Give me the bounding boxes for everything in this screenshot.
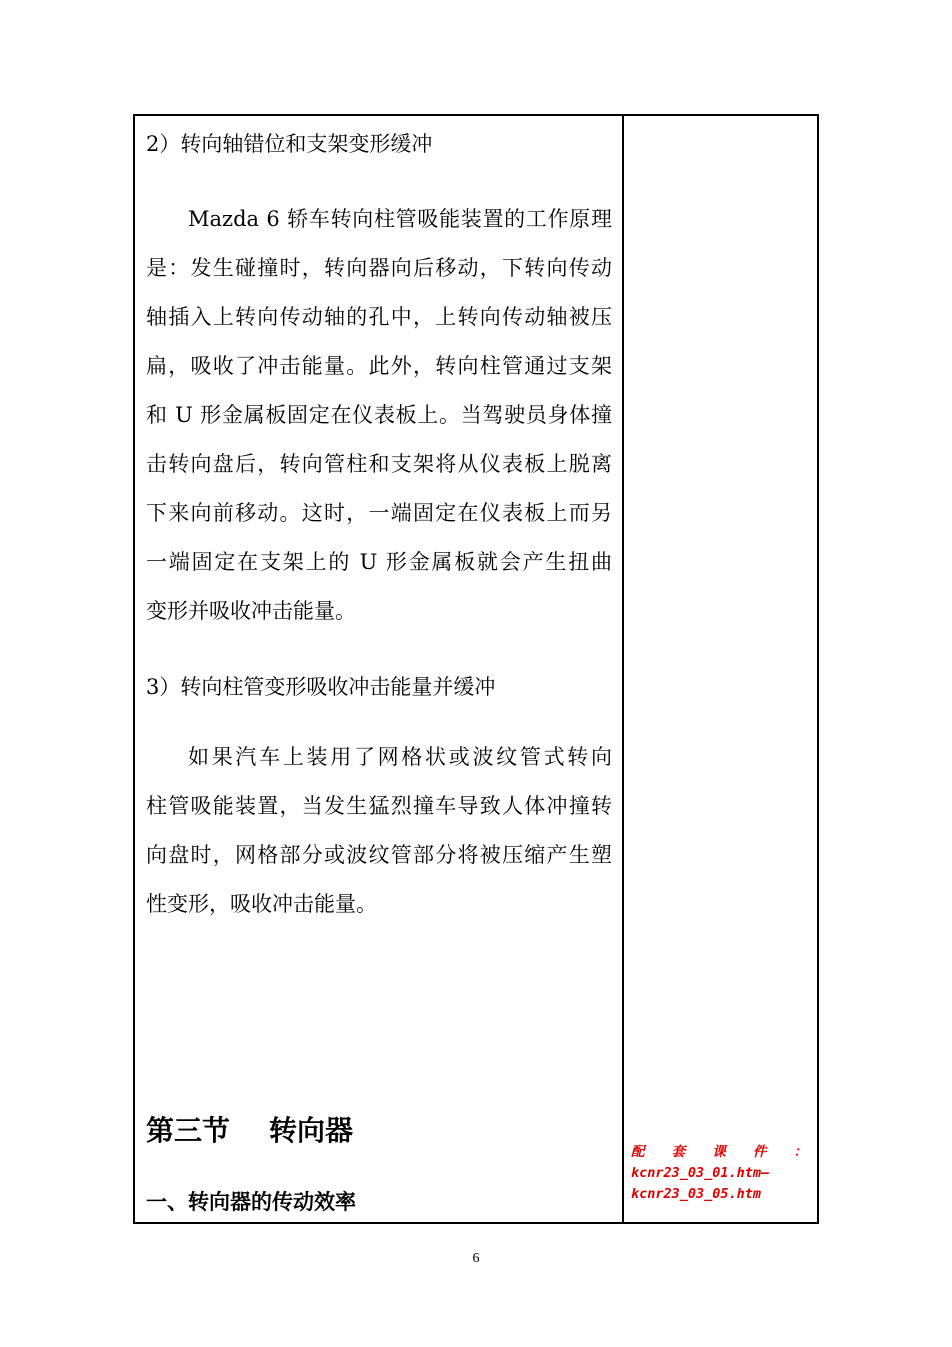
paragraph-1-line-5: 和 U 形金属板固定在仪表板上。当驾驶员身体撞 [146, 403, 612, 427]
paragraph-1-line-9: 变形并吸收冲击能量。 [146, 599, 356, 623]
courseware-label-char: ： [793, 1144, 807, 1160]
paragraph-1-line-1: Mazda 6 轿车转向柱管吸能装置的工作原理 [188, 207, 612, 231]
heading-2: 2）转向轴错位和支架变形缓冲 [146, 132, 433, 156]
courseware-file-link[interactable]: kcnr23_03_05.htm [631, 1186, 762, 1202]
main-column [135, 116, 622, 1222]
heading-3: 3）转向柱管变形吸收冲击能量并缓冲 [146, 675, 496, 699]
paragraph-2-line-4: 性变形，吸收冲击能量。 [146, 892, 377, 916]
content-table [133, 114, 819, 1224]
courseware-label-char: 套 [671, 1144, 686, 1160]
courseware-label [631, 1142, 807, 1163]
courseware-file-link[interactable]: kcnr23_03_01.htm— [631, 1165, 770, 1181]
paragraph-2-line-1: 如果汽车上装用了网格状或波纹管式转向 [188, 745, 612, 769]
courseware-note [631, 1142, 807, 1205]
paragraph-1-line-8: 一端固定在支架上的 U 形金属板就会产生扭曲 [146, 550, 612, 574]
courseware-label-char: 配 [631, 1144, 645, 1160]
section-title: 第三节 转向器 [146, 1114, 353, 1147]
paragraph-1-line-2: 是：发生碰撞时，转向器向后移动，下转向传动 [146, 256, 612, 280]
paragraph-1-line-3: 轴插入上转向传动轴的孔中，上转向传动轴被压 [146, 305, 612, 329]
paragraph-1-line-4: 扁，吸收了冲击能量。此外，转向柱管通过支架 [146, 354, 612, 378]
courseware-label-char: 课 [712, 1144, 726, 1160]
side-column [624, 116, 817, 1222]
sub-title: 一、转向器的传动效率 [146, 1190, 356, 1214]
page-number: 6 [472, 1251, 480, 1266]
courseware-label-char: 件 [752, 1144, 767, 1160]
paragraph-2-line-3: 向盘时，网格部分或波纹管部分将被压缩产生塑 [146, 843, 612, 867]
paragraph-1-line-6: 击转向盘后，转向管柱和支架将从仪表板上脱离 [146, 452, 612, 476]
paragraph-2-line-2: 柱管吸能装置，当发生猛烈撞车导致人体冲撞转 [146, 794, 612, 818]
paragraph-1-line-7: 下来向前移动。这时，一端固定在仪表板上而另 [146, 501, 612, 525]
